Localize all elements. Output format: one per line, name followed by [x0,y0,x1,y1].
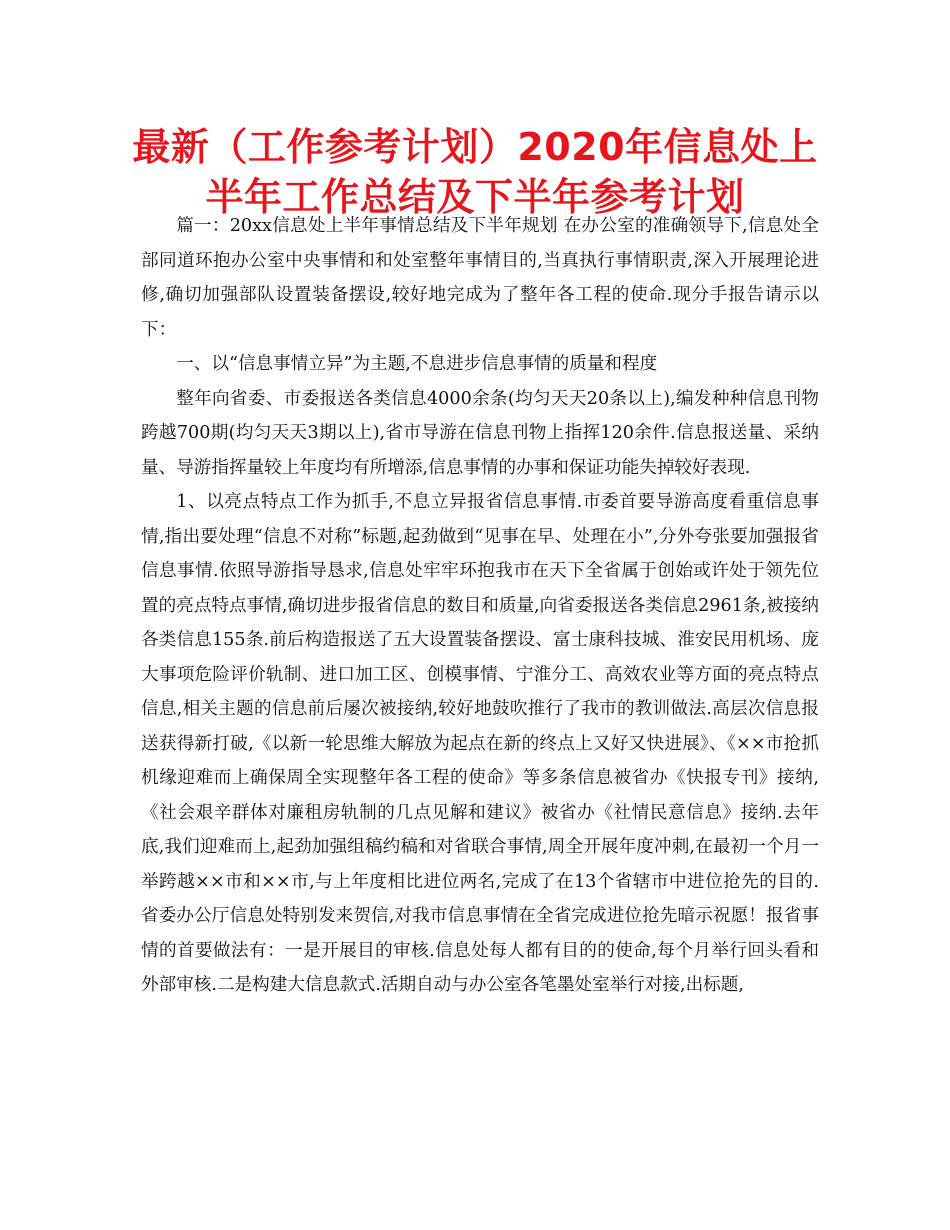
document-body [141,209,819,1003]
paragraph-intro: 篇一：20xx信息处上半年事情总结及下半年规划 在办公室的准确领导下,信息处全部同道环抱办公室中央事情和和处室整年事情目的,当真执行事情职责,深入开展理论进修,确切加强部队设置装备摆设,较好地完成为了整年各工程的使命.现分手报告请示以下： [141,216,819,340]
paragraph-section-heading: 一、以“信息事情立异”为主题,不息进步信息事情的质量和程度 [176,354,658,374]
paragraph-statistics: 整年向省委、市委报送各类信息4000余条(均匀天天20条以上),编发种种信息刊物跨越700期(均匀天天3期以上),省市导游在信息刊物上指挥120余件.信息报送量、采纳量、导游指挥量较上年度均有所增添,信息事情的办事和保证功能失掉较好表现. [141,388,819,478]
document-title: 最新（工作参考计划）2020年信息处上半年工作总结及下半年参考计划 [132,125,818,219]
paragraph-highlights: 1、以亮点特点工作为抓手,不息立异报省信息事情.市委首要导游高度看重信息事情,指出要处理“信息不对称”标题,起劲做到“见事在早、处理在小”,分外夸张要加强报省信息事情.依照导游指导恳求,信息处牢牢环抱我市在天下全省属于创始或许处于领先位置的亮点特点事情,确切进步报省信息的数目和质量,向省委报送各类信息2961条,被接纳各类信息155条.前后构造报送了五大设置装备摆设、富士康科技城、淮安民用机场、庞大事项危险评价轨制、进口加工区、创模事情、宁淮分工、高效农业等方面的亮点特点信息,相关主题的信息前后屡次被接纳,较好地鼓吹推行了我市的教训做法.高层次信息报送获得新打破,《以新一轮思维大解放为起点在新的终点上又好又快进展》、《××市抢抓机缘迎难而上确保周全实现整年各工程的使命》等多条信息被省办《快报专刊》接纳,《社会艰辛群体对廉租房轨制的几点见解和建议》被省办《社情民意信息》接纳.去年底,我们迎难而上,起劲加强组稿约稿和对省联合事情,周全开展年度冲刺,在最初一个月一举跨越××市和××市,与上年度相比进位两名,完成了在13个省辖市中进位抢先的目的.省委办公厅信息处特别发来贺信,对我市信息事情在全省完成进位抢先暗示祝愿！报省事情的首要做法有：一是开展目的审核.信息处每人都有目的的使命,每个月举行回头看和外部审核.二是构建大信息款式.活期自动与办公室各笔墨处室举行对接,出标题, [141,492,819,995]
